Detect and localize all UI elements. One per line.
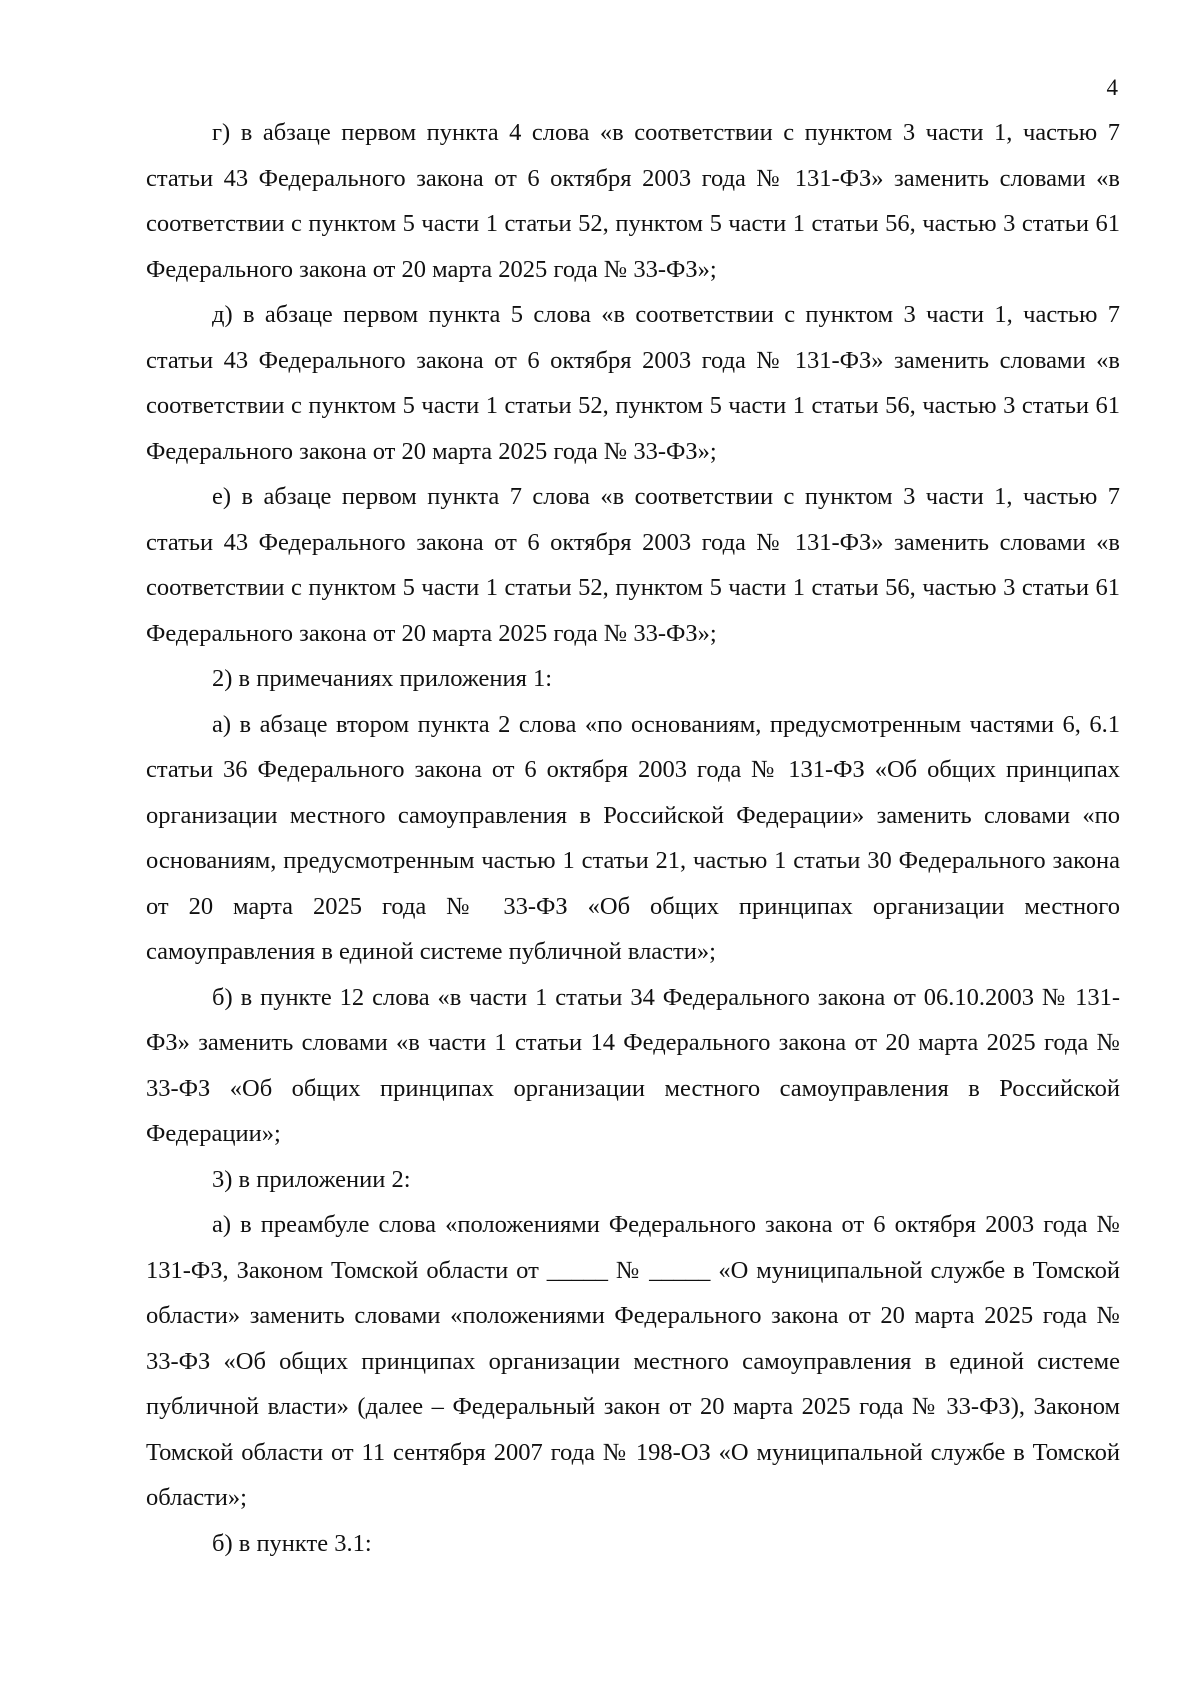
paragraph-point-3-item-b: б) в пункте 3.1: bbox=[212, 1529, 372, 1557]
paragraph-item-e: е) в абзаце первом пункта 7 слова «в соответствии с пунктом 3 части 1, частью 7 статьи 43 Федерального закона от 6 октября 2003 года № 131-ФЗ» заменить словами «в соответствии с пунктом 5 части 1 статьи 52, пунктом 5 части 1 статьи 56, частью 3 статьи 61 Федерального закона от 20 марта 2025 года № 33-ФЗ»; bbox=[146, 483, 1120, 647]
paragraph-point-2-item-a: а) в абзаце втором пункта 2 слова «по основаниям, предусмотренным частями 6, 6.1 статьи 36 Федерального закона от 6 октября 2003 года № 131-ФЗ «Об общих принципах организации местного самоуправления в Российской Федерации» заменить словами «по основаниям, предусмотренным частью 1 статьи 21, частью 1 статьи 30 Федерального закона от 20 марта 2025 года № 33-ФЗ «Об общих принципах организации местного самоуправления в единой системе публичной власти»; bbox=[146, 710, 1120, 965]
paragraph-point-2-item-b: б) в пункте 12 слова «в части 1 статьи 34 Федерального закона от 06.10.2003 № 131-ФЗ» заменить словами «в части 1 статьи 14 Федерального закона от 20 марта 2025 года № 33-ФЗ «Об общих принципах организации местного самоуправления в Российской Федерации»; bbox=[146, 983, 1120, 1147]
paragraph-point-3: 3) в приложении 2: bbox=[212, 1165, 411, 1193]
paragraph-item-g: г) в абзаце первом пункта 4 слова «в соответствии с пунктом 3 части 1, частью 7 статьи 43 Федерального закона от 6 октября 2003 года № 131-ФЗ» заменить словами «в соответствии с пунктом 5 части 1 статьи 52, пунктом 5 части 1 статьи 56, частью 3 статьи 61 Федерального закона от 20 марта 2025 года № 33-ФЗ»; bbox=[146, 119, 1120, 283]
paragraph-item-d: д) в абзаце первом пункта 5 слова «в соответствии с пунктом 3 части 1, частью 7 статьи 43 Федерального закона от 6 октября 2003 года № 131-ФЗ» заменить словами «в соответствии с пунктом 5 части 1 статьи 52, пунктом 5 части 1 статьи 56, частью 3 статьи 61 Федерального закона от 20 марта 2025 года № 33-ФЗ»; bbox=[146, 301, 1120, 465]
paragraph-point-3-item-a: а) в преамбуле слова «положениями Федерального закона от 6 октября 2003 года № 131-ФЗ, Законом Томской области от _____ № _____ «О муниципальной службе в Томской области» заменить словами «положениями Федерального закона от 20 марта 2025 года № 33-ФЗ «Об общих принципах организации местного самоуправления в единой системе публичной власти» (далее – Федеральный закон от 20 марта 2025 года № 33-ФЗ), Законом Томской области от 11 сентября 2007 года № 198-ОЗ «О муниципальной службе в Томской области»; bbox=[146, 1211, 1120, 1511]
document-body bbox=[146, 110, 1120, 1566]
page-number: 4 bbox=[1106, 75, 1118, 100]
paragraph-point-2: 2) в примечаниях приложения 1: bbox=[212, 665, 553, 692]
